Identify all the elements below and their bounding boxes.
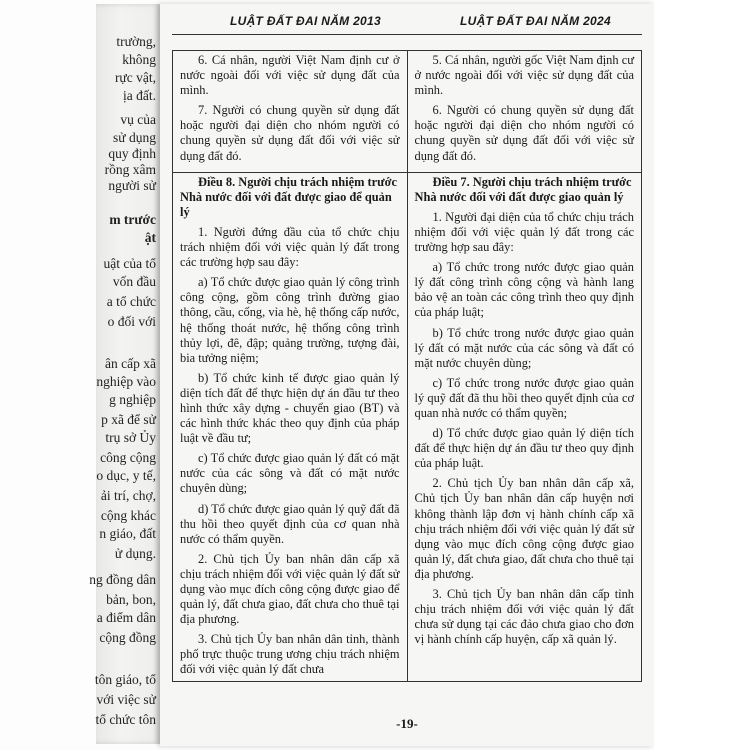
paragraph: 3. Chủ tịch Ủy ban nhân dân cấp tỉnh chịu trách nhiệm đối với việc quản lý đất chưa sử dụng tại các đảo chưa giao cho đơn vị hành chính cấp huyện, cấp xã quản lý.	[414, 587, 634, 647]
paragraph: 1. Người đại diện của tổ chức chịu trách nhiệm đối với việc quản lý đất trong các trường hợp sau đây:	[414, 209, 634, 255]
cell-2024	[407, 51, 642, 173]
left-fragment: ử dụng.	[114, 546, 156, 561]
left-fragment: với việc sử	[96, 692, 156, 707]
left-fragment: ật	[144, 230, 156, 245]
paragraph: 6. Người có chung quyền sử dụng đất hoặc người đại diện cho nhóm người có chung quyền sử dụng đất đối với việc sử dụng đất đó.	[414, 103, 634, 163]
left-fragment: a điểm dân	[96, 610, 156, 625]
left-fragment: ải trí, chợ,	[100, 488, 156, 503]
left-fragment: trường,	[116, 34, 156, 49]
paragraph: 5. Cá nhân, người gốc Việt Nam định cư ở nước ngoài đối với việc sử dụng đất của mình.	[414, 53, 634, 98]
left-fragment: rực vật,	[114, 70, 156, 85]
paragraph: 2. Chủ tịch Ủy ban nhân dân cấp xã chịu trách nhiệm đối với việc quản lý đất sử dụng vào mục đích công cộng được giao để quản lý, đất chưa giao, đất chưa cho thuê tại địa phương.	[180, 551, 400, 627]
left-fragment: người sử	[108, 178, 156, 193]
cell-2013	[173, 172, 408, 681]
left-fragment: tổ chức tôn	[95, 712, 156, 727]
paragraph: 6. Cá nhân, người Việt Nam định cư ở nước ngoài đối với việc sử dụng đất của mình.	[180, 53, 400, 98]
paragraph: b) Tổ chức kinh tế được giao quản lý diện tích đất để thực hiện dự án đầu tư theo hình thức xây dựng - chuyển giao (BT) và các hình thức khác theo quy định của pháp luật về đầu tư;	[180, 370, 400, 446]
left-fragment: g nghiệp	[109, 392, 156, 407]
paragraph: a) Tổ chức được giao quản lý công trình công cộng, gồm công trình đường giao thông, cầu, cống, vỉa hè, hệ thống cấp nước, hệ thống thoát nước, hệ thống công trình thủy lợi, đê, đập; quảng trường, tượng đài, bia tưởng niệm;	[180, 275, 400, 365]
left-fragment: công cộng	[100, 450, 156, 465]
left-fragment: không	[122, 52, 156, 67]
left-fragment: tôn giáo, tổ	[94, 672, 156, 687]
left-fragment: o đối với	[107, 314, 156, 329]
cell-2024	[407, 172, 642, 681]
paragraph: a) Tổ chức trong nước được giao quản lý đất công trình công cộng và hành lang bảo vệ an toàn các công trình theo quy định của pháp luật;	[414, 260, 634, 320]
article-title-2024: Điều 7. Người chịu trách nhiệm trước Nhà nước đối với đất được giao quản lý	[414, 174, 632, 204]
paragraph: c) Tổ chức trong nước được giao quản lý quỹ đất đã thu hồi theo quyết định của cơ quan nhà nước có thẩm quyền;	[414, 375, 634, 420]
paragraph: b) Tổ chức trong nước được giao quản lý đất có mặt nước của các sông và đất có mặt nước chuyên dùng;	[414, 325, 634, 370]
left-fragment: uật của tổ	[103, 256, 156, 271]
paragraph: d) Tổ chức được giao quản lý quỹ đất đã thu hồi theo quyết định của cơ quan nhà nước có thẩm quyền.	[180, 501, 400, 546]
left-fragment: vốn đầu	[112, 274, 156, 289]
page-number: -19-	[396, 716, 418, 731]
left-fragment: vụ của	[120, 112, 156, 127]
header-law-2024: LUẬT ĐẤT ĐAI NĂM 2024	[460, 14, 611, 28]
paragraph: 2. Chủ tịch Ủy ban nhân dân cấp xã, Chủ tịch Ủy ban nhân dân cấp huyện nơi không thành lập đơn vị hành chính cấp xã chịu trách nhiệm đối với việc quản lý đất sử dụng vào mục đích công cộng được giao quản lý, đất chưa giao, đất chưa cho thuê tại địa phương.	[414, 476, 634, 581]
previous-page-strip	[89, 4, 160, 744]
table-row	[173, 172, 642, 681]
header-law-2013: LUẬT ĐẤT ĐAI NĂM 2013	[230, 14, 381, 28]
left-fragment: o dục, y tế,	[96, 468, 156, 483]
left-fragment: rồng xâm	[104, 162, 156, 177]
left-fragment: ịa đất.	[123, 88, 156, 103]
left-fragment: cộng đồng	[99, 630, 156, 645]
paragraph: 7. Người có chung quyền sử dụng đất hoặc người đại diện cho nhóm người có chung quyền sử dụng đất đối với việc sử dụng đất đó.	[180, 103, 400, 163]
running-header	[172, 10, 642, 35]
left-fragment: bản, bon,	[106, 592, 156, 607]
background-margin	[654, 0, 750, 750]
left-fragment: m trước	[109, 212, 156, 227]
article-title-2013: Điều 8. Người chịu trách nhiệm trước Nhà nước đối với đất được giao để quản lý	[180, 174, 397, 219]
left-fragment: nghiệp vào	[96, 374, 156, 389]
book-page	[160, 4, 654, 746]
left-fragment: ân cấp xã	[105, 356, 156, 371]
paragraph: 3. Chủ tịch Ủy ban nhân dân tỉnh, thành phố trực thuộc trung ương chịu trách nhiệm đối với việc quản lý đất chưa	[180, 632, 400, 677]
left-fragment: cộng khác	[100, 508, 156, 523]
table-row	[173, 51, 642, 173]
left-fragment: sử dụng	[113, 130, 156, 145]
left-fragment: ng đồng dân	[89, 572, 156, 587]
paragraph: d) Tổ chức được giao quản lý diện tích đất để thực hiện dự án đầu tư theo quy định của pháp luật.	[414, 426, 634, 471]
cell-2013	[173, 51, 408, 173]
paragraph: c) Tổ chức được giao quản lý đất có mặt nước của các sông và đất có mặt nước chuyên dùng;	[180, 451, 400, 496]
left-fragment: quy định	[108, 146, 156, 161]
left-fragment: a tổ chức	[106, 294, 156, 309]
left-fragment: trụ sở Ủy	[105, 430, 156, 445]
comparison-table	[172, 50, 642, 682]
left-fragment: p xã để sử	[101, 412, 156, 427]
paragraph: 1. Người đứng đầu của tổ chức chịu trách nhiệm đối với việc quản lý đất trong các trường hợp sau đây:	[180, 224, 400, 270]
left-fragment: n giáo, đất	[99, 526, 156, 541]
